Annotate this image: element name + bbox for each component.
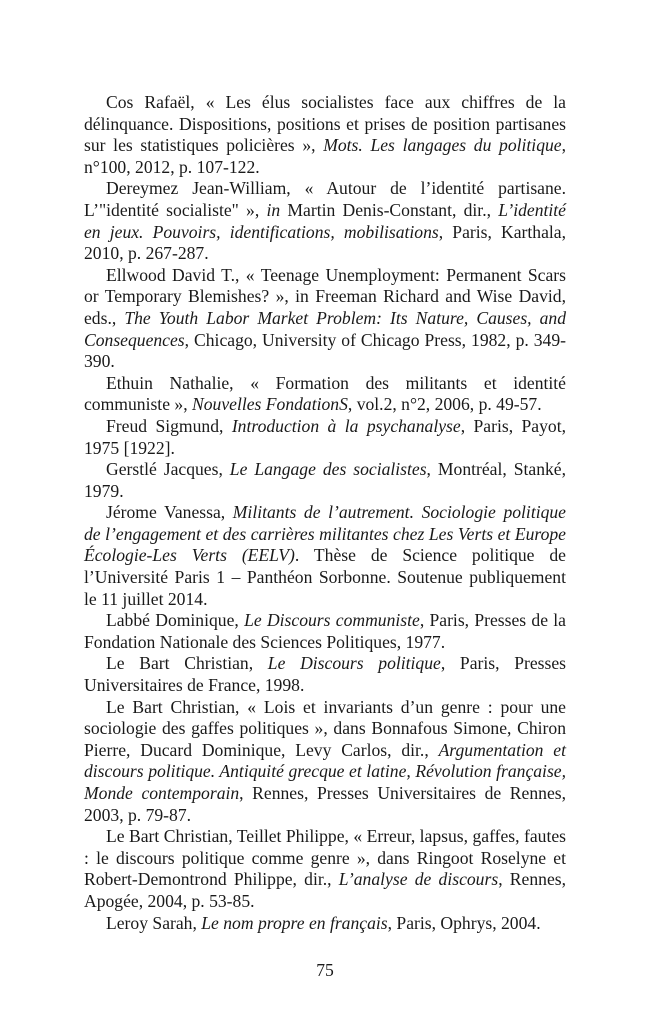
entry-text: Freud Sigmund,	[106, 415, 232, 436]
entry-title-italic: Le nom propre en français	[201, 912, 388, 933]
entry-text: , vol.2, n°2, 2006, p. 49-57.	[347, 394, 542, 415]
entry-title-italic: Argumentation et discours politique. Antiquité grecque et latine, Révolution française, Monde contemporain	[84, 739, 566, 803]
bibliography-entry	[84, 92, 566, 178]
entry-title-italic: Nouvelles FondationS	[192, 394, 348, 415]
bibliography-entry	[84, 826, 566, 912]
bibliography-entry	[84, 416, 566, 459]
entry-text: Ethuin Nathalie, « Formation des militants et identité communiste »,	[84, 372, 566, 415]
entry-text: , Paris, Karthala, 2010, p. 267-287.	[84, 221, 567, 264]
entry-text: , Paris, Ophrys, 2004.	[387, 912, 541, 933]
entry-title-italic: L’identité en jeux. Pouvoirs, identifications, mobilisations	[84, 199, 566, 242]
entry-text: Gerstlé Jacques,	[106, 459, 230, 480]
bibliography-entry	[84, 502, 566, 610]
entry-text: Labbé Dominique,	[106, 610, 245, 631]
entry-title-italic: L’analyse de discours	[338, 869, 499, 890]
entry-title-italic: Mots. Les langages du politique	[323, 135, 562, 156]
bibliography-entry	[84, 178, 566, 264]
entry-text: Leroy Sarah,	[106, 912, 202, 933]
entry-text: , Chicago, University of Chicago Press, 1982, p. 349-390.	[84, 329, 566, 372]
entry-text: , n°100, 2012, p. 107-122.	[84, 135, 566, 177]
entry-text: , Montréal, Stanké, 1979.	[84, 459, 566, 501]
bibliography-entry	[84, 610, 566, 653]
entry-title-italic: Le Langage des socialistes	[229, 459, 427, 480]
bibliography-list	[84, 92, 566, 934]
bibliography-entry	[84, 697, 566, 827]
entry-title-italic: Introduction à la psychanalyse	[231, 415, 461, 436]
entry-text: Le Bart Christian,	[106, 653, 268, 674]
entry-text: , Paris, Payot, 1975 [1922].	[84, 415, 566, 458]
entry-title-italic: The Youth Labor Market Problem: Its Nature, Causes, and Consequences	[84, 307, 567, 350]
entry-text: , Rennes, Apogée, 2004, p. 53-85.	[84, 869, 566, 911]
page-number: 75	[316, 960, 334, 980]
entry-text: Le Bart Christian, « Lois et invariants d’un genre : pour une sociologie des gaffes politiques », dans Bonnafous Simone, Chiron Pierre, Ducard Dominique, Levy Carlos, dir.,	[84, 696, 566, 760]
bibliography-entry	[84, 913, 566, 935]
bibliography-entry	[84, 653, 566, 696]
entry-text: Martin Denis-Constant, dir.,	[280, 199, 499, 220]
entry-text: . Thèse de Science politique de l’Université Paris 1 – Panthéon Sorbonne. Soutenue publiquement le 11 juillet 2014.	[84, 545, 566, 609]
entry-text: Cos Rafaël, « Les élus socialistes face aux chiffres de la délinquance. Dispositions, positions et prises de position partisanes sur les statistiques policières »,	[84, 92, 566, 156]
entry-text: Jérome Vanessa,	[106, 502, 233, 523]
bibliography-entry	[84, 373, 566, 416]
entry-text: Ellwood David T., « Teenage Unemployment: Permanent Scars or Temporary Blemishes? », in Freeman Richard and Wise David, eds.,	[84, 264, 566, 328]
entry-text: , Rennes, Presses Universitaires de Rennes, 2003, p. 79-87.	[84, 783, 566, 825]
entry-text: Dereymez Jean-William, « Autour de l’identité partisane. L’"identité socialiste" »,	[84, 178, 566, 220]
entry-text: , Paris, Presses Universitaires de France, 1998.	[84, 653, 566, 696]
bibliography-entry	[84, 459, 566, 502]
entry-text: Le Bart Christian, Teillet Philippe, « Erreur, lapsus, gaffes, fautes : le discours politique comme genre », dans Ringoot Roselyne et Robert-Demontrond Philippe, dir.,	[84, 826, 566, 890]
entry-title-italic: in	[266, 199, 281, 220]
entry-title-italic: Le Discours communiste	[244, 610, 420, 631]
bibliography-entry	[84, 265, 566, 373]
entry-title-italic: Militants de l’autrement. Sociologie politique de l’engagement et des carrières militantes chez Les Verts et Europe Écologie-Les Verts (EELV)	[84, 502, 566, 566]
entry-title-italic: Le Discours politique	[267, 653, 441, 674]
entry-text: , Paris, Presses de la Fondation Nationale des Sciences Politiques, 1977.	[84, 610, 566, 652]
